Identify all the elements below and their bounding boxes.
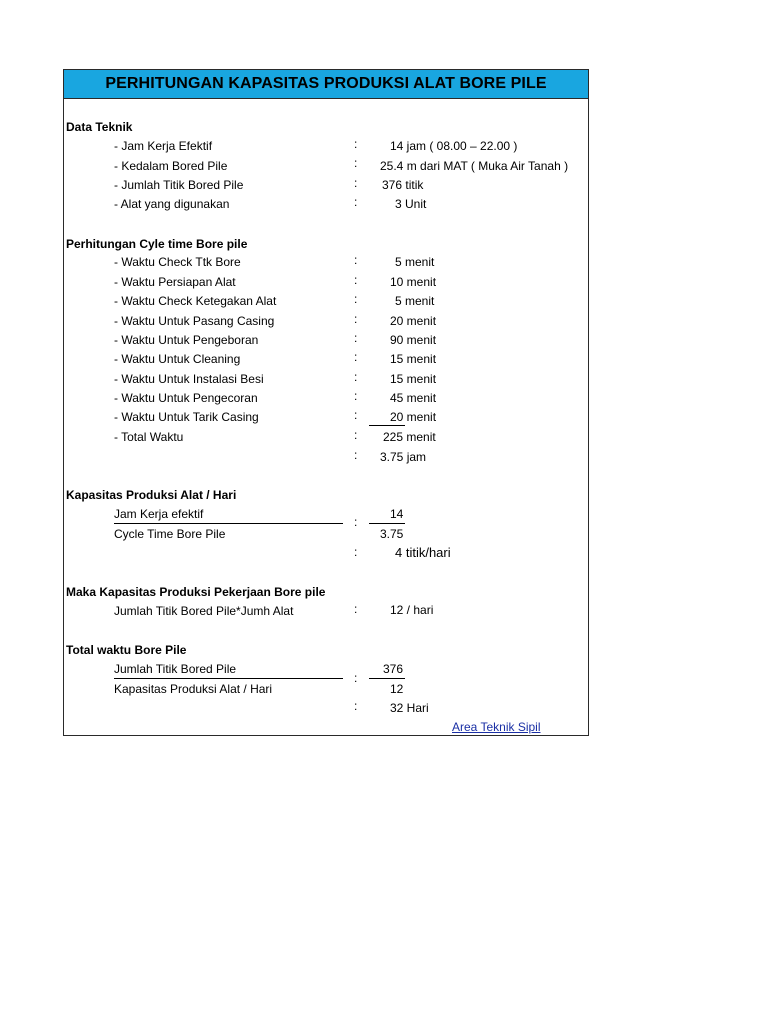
- row-value: 10 menit: [390, 275, 437, 289]
- row-label: - Waktu Untuk Instalasi Besi: [114, 372, 264, 386]
- row-label: - Jumlah Titik Bored Pile: [114, 178, 244, 192]
- colon: :: [354, 602, 358, 616]
- row-label: - Waktu Check Ketegakan Alat: [114, 294, 277, 308]
- colon: :: [354, 331, 358, 345]
- total-label: - Total Waktu: [114, 430, 184, 444]
- row-label: Jumlah Titik Bored Pile*Jumh Alat: [114, 604, 294, 618]
- colon: :: [354, 137, 358, 151]
- colon: :: [354, 350, 358, 364]
- section-heading-cycle-time: Perhitungan Cyle time Bore pile: [66, 237, 248, 251]
- colon: :: [354, 370, 358, 384]
- colon: :: [354, 671, 358, 685]
- colon: :: [354, 515, 358, 529]
- colon: :: [354, 448, 358, 462]
- total-value: 225 menit: [383, 430, 436, 444]
- row-label: - Waktu Untuk Pasang Casing: [114, 314, 275, 328]
- row-label: - Waktu Untuk Pengeboran: [114, 333, 259, 347]
- row-value: 5 menit: [395, 294, 435, 308]
- row-value: 20 menit: [390, 314, 437, 328]
- colon: :: [354, 273, 358, 287]
- colon: :: [354, 195, 358, 209]
- colon: :: [354, 292, 358, 306]
- section-heading-data-teknik: Data Teknik: [66, 120, 133, 134]
- colon: :: [354, 408, 358, 422]
- row-label: - Waktu Untuk Tarik Casing: [114, 410, 259, 424]
- row-value: 12 / hari: [390, 603, 434, 617]
- fraction-line: [369, 678, 405, 679]
- row-value: 376 titik: [382, 178, 424, 192]
- sum-underline: [369, 425, 405, 426]
- fraction-denominator-label: Kapasitas Produksi Alat / Hari: [114, 682, 273, 696]
- fraction-numerator-value: 14: [390, 507, 404, 521]
- result-value: 4 titik/hari: [395, 545, 451, 560]
- total-jam: 3.75 jam: [380, 450, 427, 464]
- colon: :: [354, 545, 358, 559]
- section-heading-total-waktu: Total waktu Bore Pile: [66, 643, 187, 657]
- worksheet: [63, 69, 589, 736]
- fraction-numerator-value: 376: [383, 662, 404, 676]
- row-value: 25.4 m dari MAT ( Muka Air Tanah ): [380, 159, 569, 173]
- fraction-numerator-label: Jam Kerja efektif: [114, 507, 204, 521]
- row-value: 20 menit: [390, 410, 437, 424]
- row-label: - Waktu Untuk Cleaning: [114, 352, 241, 366]
- fraction-denominator-value: 12: [390, 682, 404, 696]
- colon: :: [354, 389, 358, 403]
- footer-link[interactable]: Area Teknik Sipil: [452, 720, 541, 734]
- colon: :: [354, 253, 358, 267]
- row-value: 15 menit: [390, 352, 437, 366]
- fraction-denominator-label: Cycle Time Bore Pile: [114, 527, 226, 541]
- row-value: 90 menit: [390, 333, 437, 347]
- row-value: 5 menit: [395, 255, 435, 269]
- row-label: - Alat yang digunakan: [114, 197, 230, 211]
- row-value: 3 Unit: [395, 197, 427, 211]
- fraction-line: [114, 678, 343, 679]
- fraction-denominator-value: 3.75: [380, 527, 404, 541]
- result-value: 32 Hari: [390, 701, 429, 715]
- fraction-numerator-label: Jumlah Titik Bored Pile: [114, 662, 237, 676]
- row-value: 14 jam ( 08.00 – 22.00 ): [390, 139, 518, 153]
- row-label: - Waktu Untuk Pengecoran: [114, 391, 258, 405]
- row-label: - Waktu Persiapan Alat: [114, 275, 236, 289]
- section-heading-kapasitas-pekerjaan: Maka Kapasitas Produksi Pekerjaan Bore pile: [66, 585, 326, 599]
- colon: :: [354, 699, 358, 713]
- section-heading-kapasitas-alat: Kapasitas Produksi Alat / Hari: [66, 488, 237, 502]
- colon: :: [354, 156, 358, 170]
- fraction-line: [369, 523, 405, 524]
- fraction-line: [114, 523, 343, 524]
- page-title: PERHITUNGAN KAPASITAS PRODUKSI ALAT BORE PILE: [64, 70, 588, 99]
- row-label: - Jam Kerja Efektif: [114, 139, 213, 153]
- row-value: 15 menit: [390, 372, 437, 386]
- colon: :: [354, 312, 358, 326]
- colon: :: [354, 428, 358, 442]
- colon: :: [354, 176, 358, 190]
- row-value: 45 menit: [390, 391, 437, 405]
- row-label: - Waktu Check Ttk Bore: [114, 255, 241, 269]
- row-label: - Kedalam Bored Pile: [114, 159, 228, 173]
